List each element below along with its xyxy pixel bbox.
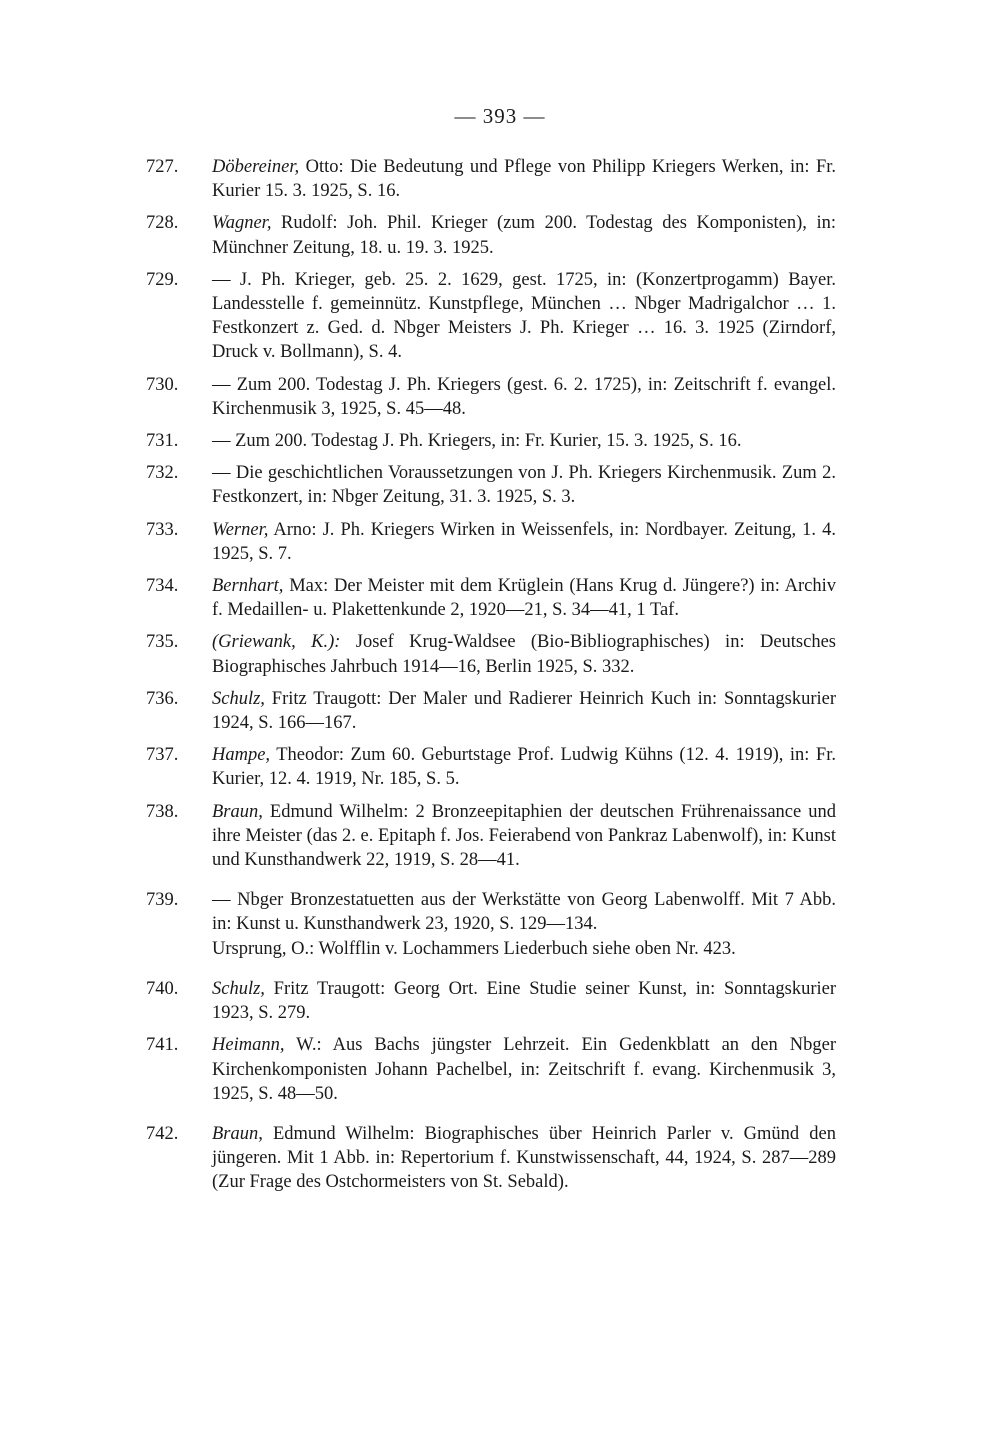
bibliography-entry [146,518,836,566]
entry-author: Werner, [212,519,269,540]
entry-author: Hampe, [212,745,271,766]
entry-number: 729. [146,269,179,290]
entry-subnote: Ursprung, O.: Wolfflin v. Lochammers Liederbuch siehe oben Nr. 423. [212,938,736,959]
bibliography-entry [146,1122,836,1195]
entry-number: 741. [146,1035,179,1056]
entry-author: Bernhart, [212,576,284,597]
entry-text: Max: Der Meister mit dem Krüglein (Hans Krug d. Jüngere?) in: Archiv f. Medaillen- u. Plakettenkunde 2, 1920—21, S. 34—41, 1 Taf. [212,576,836,621]
entry-text: Josef Krug-Waldsee (Bio-Bibliographisches) in: Deutsches Biographisches Jahrbuch 1914—16, Berlin 1925, S. 332. [212,632,836,677]
entry-number: 737. [146,745,179,766]
bibliography-entry [146,574,836,622]
bibliography-entry [146,687,836,735]
entry-text: Theodor: Zum 60. Geburtstage Prof. Ludwig Kühns (12. 4. 1919), in: Fr. Kurier, 12. 4. 1919, Nr. 185, S. 5. [212,745,836,790]
entry-text: Arno: J. Ph. Kriegers Wirken in Weissenfels, in: Nordbayer. Zeitung, 1. 4. 1925, S. 7. [212,519,836,564]
bibliography-entry [146,155,836,203]
bibliography-entry [146,800,836,873]
entry-author: Döbereiner, [212,157,300,177]
entry-author: Schulz, [212,688,265,709]
entry-number: 732. [146,463,179,484]
entry-number: 734. [146,576,179,597]
entry-number: 738. [146,801,179,822]
entry-number: 742. [146,1123,179,1144]
bibliography-entry [146,630,836,678]
entry-text: Rudolf: Joh. Phil. Krieger (zum 200. Todestag des Komponisten), in: Münchner Zeitung, 18. u. 19. 3. 1925. [212,213,836,258]
entry-text: Edmund Wilhelm: 2 Bronzeepitaphien der deutschen Frührenaissance und ihre Meister (das 2. e. Epitaph f. Jos. Feierabend von Pankraz Labenwolf), in: Kunst und Kunsthandwerk 22, 1919, S. 28—41. [212,801,836,871]
entry-text: Fritz Traugott: Der Maler und Radierer Heinrich Kuch in: Sonntagskurier 1924, S. 166—167. [212,688,836,734]
entry-author: Schulz, [212,978,265,999]
entry-text: — Nbger Bronzestatuetten aus der Werkstätte von Georg Labenwolff. Mit 7 Abb. in: Kunst u. Kunsthandwerk 23, 1920, S. 129—134. [212,890,836,935]
bibliography-entry [146,977,836,1025]
entry-text: — Zum 200. Todestag J. Ph. Kriegers (gest. 6. 2. 1725), in: Zeitschrift f. evangel. Kirchenmusik 3, 1925, S. 45—48. [212,374,836,419]
entry-text: — Zum 200. Todestag J. Ph. Kriegers, in: Fr. Kurier, 15. 3. 1925, S. 16. [212,431,742,452]
entry-number: 740. [146,978,179,999]
bibliography-entry [146,373,836,421]
entry-number: 730. [146,374,179,395]
bibliography-entry [146,268,836,365]
entry-author: Braun, [212,801,263,822]
bibliography-list [146,155,836,1203]
entry-author: (Griewank, K.): [212,632,341,653]
page-number: — 393 — [454,104,546,128]
entry-text: Edmund Wilhelm: Biographisches über Heinrich Parler v. Gmünd den jüngeren. Mit 1 Abb. in: Repertorium f. Kunstwissenschaft, 44, 1924, S. 287—289 (Zur Frage des Ostchormeisters von St. Sebald). [212,1123,836,1193]
entry-number: 733. [146,519,179,540]
bibliography-entry [146,211,836,259]
entry-number: 731. [146,431,179,452]
entry-author: Wagner, [212,213,272,234]
bibliography-entry [146,429,836,453]
bibliography-entry [146,461,836,509]
entry-number: 727. [146,157,179,177]
entry-number: 736. [146,688,179,709]
entry-text: Fritz Traugott: Georg Ort. Eine Studie seiner Kunst, in: Sonntagskurier 1923, S. 279. [212,978,836,1024]
bibliography-entry [146,888,836,961]
entry-author: Braun, [212,1123,263,1144]
entry-text: Otto: Die Bedeutung und Pflege von Philipp Kriegers Werken, in: Fr. Kurier 15. 3. 1925, S. 16. [212,157,836,202]
entry-text: — Die geschichtlichen Voraussetzungen von J. Ph. Kriegers Kirchenmusik. Zum 2. Festkonzert, in: Nbger Zeitung, 31. 3. 1925, S. 3. [212,463,836,508]
bibliography-entry [146,1033,836,1106]
entry-number: 728. [146,213,179,234]
entry-number: 739. [146,890,179,911]
entry-text: W.: Aus Bachs jüngster Lehrzeit. Ein Gedenkblatt an den Nbger Kirchenkomponisten Johann Pachelbel, in: Zeitschrift f. evang. Kirchenmusik 3, 1925, S. 48—50. [212,1035,836,1104]
bibliography-entry [146,743,836,791]
entry-text: — J. Ph. Krieger, geb. 25. 2. 1629, gest. 1725, in: (Konzertprogamm) Bayer. Landesstelle f. gemeinnütz. Kunstpflege, München … Nbger Madrigalchor … 1. Festkonzert z. Ged. d. Nbger Meisters J. Ph. Krieger … 16. 3. 1925 (Zirndorf, Druck v. Bollmann), S. 4. [212,269,836,363]
entry-number: 735. [146,632,179,653]
entry-author: Heimann, [212,1035,285,1056]
